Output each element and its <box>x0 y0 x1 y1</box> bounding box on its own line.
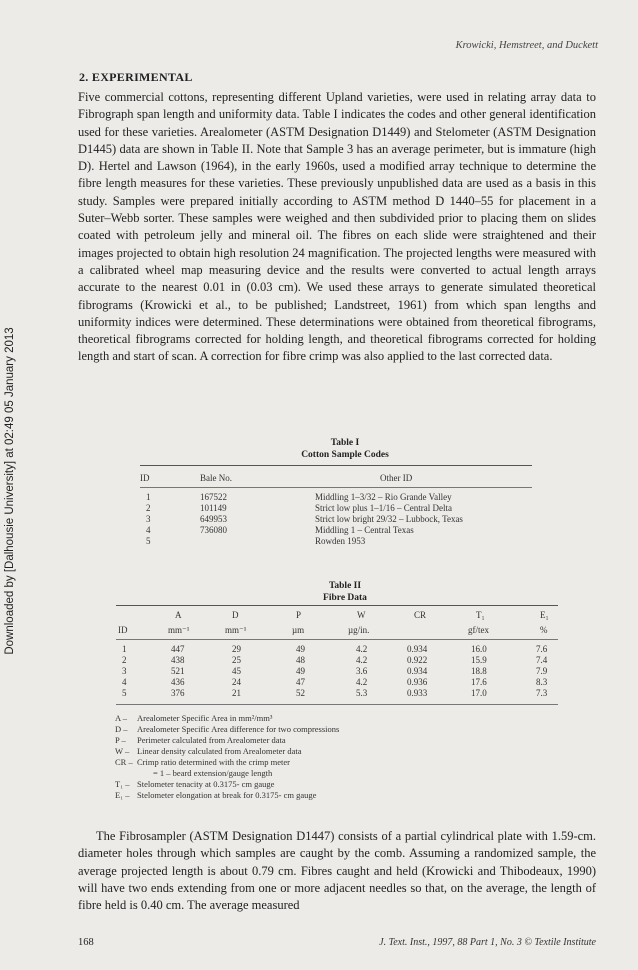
table2-cell: 17.0 <box>471 688 487 698</box>
footnote-key: W – <box>115 746 130 756</box>
table2-cell: 17.6 <box>471 677 487 687</box>
table2-footnote <box>115 713 272 723</box>
footnote-key: E₁ – <box>115 790 130 800</box>
table2-cell: 0.934 <box>407 666 428 676</box>
table1-row <box>140 525 530 536</box>
footnote-text: Arealometer Specific Area in mm²/mm³ <box>137 713 273 723</box>
footnote-key: D – <box>115 724 128 734</box>
table2-caption: Fibre Data <box>323 593 367 603</box>
table2-unit-e: % <box>540 625 548 635</box>
table1-row <box>140 514 530 525</box>
table2-cell: 18.8 <box>471 666 487 676</box>
table2-header-rule <box>116 639 558 640</box>
table1-cell-bale: 101149 <box>200 503 227 513</box>
table2-cell: 15.9 <box>471 655 487 665</box>
footnote-text: Arealometer Specific Area difference for two compressions <box>137 724 340 734</box>
table2-cell: 0.936 <box>407 677 428 687</box>
footnote-key: CR – <box>115 757 133 767</box>
table1-top-rule <box>140 465 532 466</box>
footnote-text: = 1 – beard extension/gauge length <box>153 768 273 778</box>
table1-number: Table I <box>330 438 360 448</box>
table1-header-rule <box>140 487 532 488</box>
table1-cell-bale: 736080 <box>200 525 227 535</box>
table1-cell-id: 2 <box>146 503 151 513</box>
table2-cell: 2 <box>122 655 127 665</box>
table1-cell-bale: 167522 <box>200 492 227 502</box>
table2-row <box>116 655 556 666</box>
table1-header-id: ID <box>140 473 150 483</box>
table1-header-bale: Bale No. <box>200 473 232 483</box>
table2-cell: 4.2 <box>356 655 368 665</box>
footnote-key: P – <box>115 735 126 745</box>
table2-cell: 45 <box>232 666 241 676</box>
table2-header-d: D <box>232 610 239 620</box>
table2-cell: 447 <box>171 644 185 654</box>
page-number: 168 <box>78 937 94 948</box>
journal-footer: J. Text. Inst., 1997, 88 Part 1, No. 3 © Textile Institute <box>379 937 596 948</box>
table2-row <box>116 644 556 655</box>
table2-footnote <box>115 790 316 800</box>
table2-header-e: E₁ <box>540 610 549 620</box>
table2-cell: 24 <box>232 677 241 687</box>
table1-cell-other: Strict low bright 29/32 – Lubbock, Texas <box>315 514 463 524</box>
table2-cell: 21 <box>232 688 241 698</box>
download-watermark: Downloaded by [Dalhousie University] at 02:49 05 January 2013 <box>4 327 16 655</box>
table2-cell: 4.2 <box>356 677 368 687</box>
table1-row <box>140 492 530 503</box>
table2-bottom-rule <box>116 704 558 705</box>
footnote-text: Crimp ratio determined with the crimp meter <box>137 757 290 767</box>
table2-footnote <box>115 746 302 756</box>
table2-cell: 47 <box>296 677 305 687</box>
table1-cell-other: Strict low plus 1–1/16 – Central Delta <box>315 503 452 513</box>
table1-cell-id: 3 <box>146 514 151 524</box>
table2-cell: 49 <box>296 666 305 676</box>
table2-header-cr: CR <box>414 610 427 620</box>
table1-cell-other: Rowden 1953 <box>315 536 366 546</box>
footnote-text: Stelometer elongation at break for 0.3175- cm gauge <box>137 790 317 800</box>
table2-cell: 7.3 <box>536 688 548 698</box>
table2-title <box>200 580 490 604</box>
table2-footnote <box>115 768 272 778</box>
table2-cell: 436 <box>171 677 185 687</box>
table2-cell: 48 <box>296 655 305 665</box>
table2-unit-a: mm⁻¹ <box>168 625 190 635</box>
table2-number: Table II <box>328 581 362 591</box>
table2-cell: 7.9 <box>536 666 548 676</box>
table2-cell: 8.3 <box>536 677 548 687</box>
table2-footnote <box>115 757 290 767</box>
table1-caption: Cotton Sample Codes <box>301 450 389 460</box>
footnote-key: A – <box>115 713 128 723</box>
table2-cell: 521 <box>171 666 185 676</box>
table2-unit-p: µm <box>292 625 305 635</box>
table2-cell: 376 <box>171 688 185 698</box>
table2-cell: 3 <box>122 666 127 676</box>
table2-cell: 16.0 <box>471 644 487 654</box>
table2-footnote <box>115 735 286 745</box>
table2-top-rule <box>116 605 558 606</box>
table1-cell-other: Middling 1–3/32 – Rio Grande Valley <box>315 492 452 502</box>
table2-cell: 1 <box>122 644 127 654</box>
table1-header-row <box>140 473 530 484</box>
footnote-text: Stelometer tenacity at 0.3175- cm gauge <box>137 779 275 789</box>
table1-row <box>140 536 530 547</box>
table1-cell-other: Middling 1 – Central Texas <box>315 525 414 535</box>
table1-title <box>200 437 490 461</box>
table2-footnote <box>115 724 339 734</box>
table2-unit-d: mm⁻¹ <box>225 625 247 635</box>
table2-cell: 5.3 <box>356 688 368 698</box>
footnote-text: Linear density calculated from Arealometer data <box>137 746 302 756</box>
table1-cell-bale: 649953 <box>200 514 227 524</box>
table2-footnote <box>115 779 274 789</box>
table1-cell-id: 5 <box>146 536 151 546</box>
footnote-key: T₁ – <box>115 779 130 789</box>
table2-cell: 49 <box>296 644 305 654</box>
table2-row <box>116 666 556 677</box>
table2-header-a: A <box>175 610 182 620</box>
table2-cell: 29 <box>232 644 241 654</box>
table2-cell: 4 <box>122 677 127 687</box>
table1-header-other: Other ID <box>380 473 413 483</box>
table2-cell: 0.933 <box>407 688 428 698</box>
footnote-text: Perimeter calculated from Arealometer data <box>137 735 286 745</box>
paragraph-fibrosampler: The Fibrosampler (ASTM Designation D1447) consists of a partial cylindrical plate with 1.59-cm. diameter holes through which samples are caught by the comb. Assuming a randomized sample, the average projected length is about 0.79 cm. Fibres caught and held (Krowicki and Thibodeaux, 1990) will have two ends extending from one or more adjacent needles so that, on the average, the length of fibre held is 0.40 cm. The average measured <box>78 829 596 913</box>
table2-cell: 7.6 <box>536 644 548 654</box>
table2-cell: 5 <box>122 688 127 698</box>
table2-header <box>116 610 556 636</box>
table2-unit-t: gf/tex <box>468 625 489 635</box>
table1-cell-id: 4 <box>146 525 151 535</box>
table2-cell: 25 <box>232 655 241 665</box>
table1-cell-id: 1 <box>146 492 151 502</box>
running-head: Krowicki, Hemstreet, and Duckett <box>455 40 598 51</box>
table2-cell: 0.922 <box>407 655 428 665</box>
table2-header-id: ID <box>118 625 128 635</box>
table2-header-w: W <box>357 610 366 620</box>
table2-row <box>116 688 556 699</box>
table2-cell: 52 <box>296 688 305 698</box>
section-heading: 2. EXPERIMENTAL <box>79 70 193 84</box>
table2-cell: 438 <box>171 655 185 665</box>
table2-cell: 3.6 <box>356 666 368 676</box>
table2-cell: 4.2 <box>356 644 368 654</box>
paragraph-experimental: Five commercial cottons, representing different Upland varieties, were used in relating array data to Fibrograph span length and uniformity data. Table I indicates the codes and other general identification used for these varieties. Arealometer (ASTM Designation D1449) and Stelometer (ASTM Designation D1445) data are shown in Table II. Note that Sample 3 has an average perimeter, but is immature (high D). Hertel and Lawson (1964), in the early 1960s, used a modified array technique to determine the fibre length measures for these varieties. These previously unpublished data are used as a basis in this study. Samples were prepared initially according to ASTM method D 1440–55 for placement in a Suter–Webb sorter. These samples were weighed and then subdivided prior to placing them on slides coated with petroleum jelly and mineral oil. The fibres on each slide were straightened and their images projected to obtain high resolution 24 magnification. The projected lengths were measured with a calibrated wheel map measuring device and the results were converted to actual length arrays accurate to the nearest 0.01 in (0.03 cm). We used these arrays to generate simulated theoretical fibrograms (Krowicki et al., to be published; Landstreet, 1961) from which span lengths and uniformity indices were determined. These determinations were obtained from theoretical fibrograms, theoretical fibrograms corrected for holding length, and theoretical fibrograms corrected for holding length and start of scan. A correction for fibre crimp was also applied to the last corrected data. <box>78 90 596 364</box>
table1-row <box>140 503 530 514</box>
table2-unit-w: µg/in. <box>348 625 370 635</box>
table2-header-p: P <box>296 610 302 620</box>
table2-cell: 7.4 <box>536 655 548 665</box>
table2-cell: 0.934 <box>407 644 428 654</box>
table2-row <box>116 677 556 688</box>
table2-header-t: T₁ <box>476 610 485 620</box>
